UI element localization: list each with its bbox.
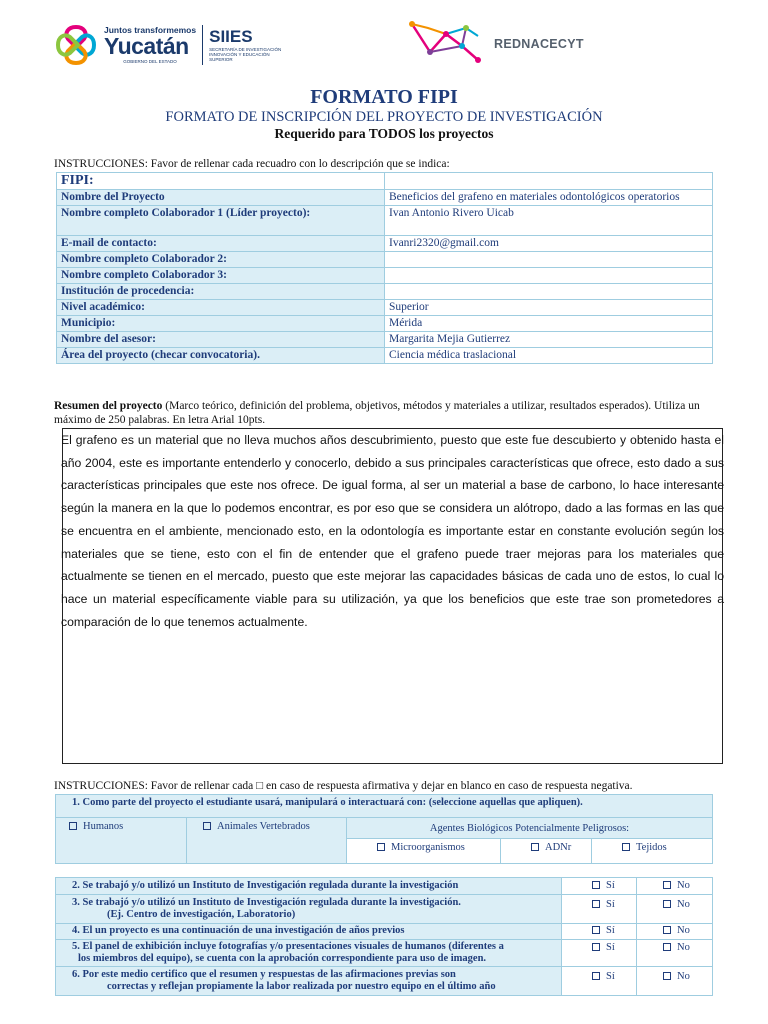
field-label: Nombre del asesor: bbox=[57, 332, 385, 348]
option-adnr[interactable] bbox=[500, 838, 592, 864]
checkbox-icon[interactable] bbox=[592, 881, 600, 889]
answer-si[interactable] bbox=[561, 966, 637, 996]
rednacecyt-name: REDNACECYT bbox=[494, 37, 584, 51]
option-tejidos-label: Tejidos bbox=[636, 842, 667, 853]
answer-no[interactable] bbox=[636, 894, 713, 924]
checkbox-icon[interactable] bbox=[69, 822, 77, 830]
field-label: Nombre del Proyecto bbox=[57, 190, 385, 206]
summary-box[interactable] bbox=[62, 428, 723, 764]
answer-si[interactable] bbox=[561, 923, 637, 940]
question-6-text-2: correctas y reflejan propiamente la labor realizada por nuestro equipo en el último año bbox=[107, 981, 496, 992]
table-row bbox=[57, 316, 713, 332]
checkbox-icon[interactable] bbox=[663, 881, 671, 889]
si-label: Sí bbox=[606, 899, 615, 910]
rednacecyt-logo bbox=[406, 16, 584, 66]
instructions-2: INSTRUCCIONES: Favor de rellenar cada □ en caso de respuesta afirmativa y dejar en blanco en caso de respuesta negativa. bbox=[54, 780, 633, 792]
question-1-header bbox=[55, 794, 713, 818]
checkbox-icon[interactable] bbox=[663, 900, 671, 908]
answer-no[interactable] bbox=[636, 966, 713, 996]
no-label: No bbox=[677, 925, 690, 936]
question-2-text: 2. Se trabajó y/o utilizó un Instituto de Investigación regulada durante la investigación bbox=[72, 880, 459, 891]
answer-si[interactable] bbox=[561, 939, 637, 967]
option-micro-label: Microorganismos bbox=[391, 842, 465, 853]
question-6-text: 6. Por este medio certifico que el resumen y respuestas de las afirmaciones previas son bbox=[72, 969, 456, 980]
question-5-text-2: los miembros del equipo), se cuenta con la aprobación correspondiente para uso de imagen. bbox=[78, 953, 487, 964]
fipi-heading-blank bbox=[385, 173, 713, 190]
option-humanos-label: Humanos bbox=[83, 821, 124, 832]
question-5 bbox=[55, 939, 562, 967]
siies-name: SIIES bbox=[209, 26, 253, 46]
academic-level-field[interactable]: Superior bbox=[385, 300, 713, 316]
checkbox-icon[interactable] bbox=[592, 943, 600, 951]
no-label: No bbox=[677, 899, 690, 910]
logo-divider bbox=[202, 25, 203, 65]
field-label: Área del proyecto (checar convocatoria). bbox=[57, 348, 385, 364]
fipi-table bbox=[56, 172, 713, 364]
field-label: E-mail de contacto: bbox=[57, 236, 385, 252]
table-row bbox=[57, 206, 713, 236]
answer-no[interactable] bbox=[636, 939, 713, 967]
summary-text[interactable]: El grafeno es un material que no lleva muchos años descubrimiento, puesto que este fue descubierto y obtenido hasta el año 2004, este es importante entenderlo y conocerlo, debido a sus principales características que ofrece, esto dado a sus características principales que este nos ofrece. De igual forma, al ser un material a base de carbono, lo hace interesante según la manera en la que lo podemos encontrar, es por eso que se considera un alótropo, dado a las formas en las que se encuentra en el ambiente, mencionado esto, en la odontología es importante estar en constante evolución según los materiales que se tiene, esto con el fin de entender que el grafeno puede traer mejoras para los materiales que actualmente se tienen en el mercado, puesto que este mejorar las capacidades básicas de cada uno de estos, lo cual lo hace un material específicamente viable para su utilización, ya que los beneficios que este trae son prometedores a comparación de lo que tenemos actualmente. bbox=[61, 433, 724, 629]
question-3-text: 3. Se trabajó y/o utilizó un Instituto de Investigación regulada durante la investigación. bbox=[72, 897, 461, 908]
yucatan-tagline: Juntos transformemos bbox=[104, 25, 197, 35]
table-row bbox=[57, 284, 713, 300]
page-subtitle: FORMATO DE INSCRIPCIÓN DEL PROYECTO DE INVESTIGACIÓN bbox=[165, 109, 603, 125]
project-area-field[interactable]: Ciencia médica traslacional bbox=[385, 348, 713, 364]
advisor-field[interactable]: Margarita Mejia Gutierrez bbox=[385, 332, 713, 348]
collaborator-1-field[interactable]: Ivan Antonio Rivero Uicab bbox=[385, 206, 713, 236]
si-label: Sí bbox=[606, 942, 615, 953]
question-2 bbox=[55, 877, 562, 895]
checkbox-icon[interactable] bbox=[663, 943, 671, 951]
field-label: Municipio: bbox=[57, 316, 385, 332]
option-humanos[interactable] bbox=[55, 817, 187, 864]
answer-si[interactable] bbox=[561, 894, 637, 924]
si-label: Sí bbox=[606, 971, 615, 982]
table-row bbox=[57, 236, 713, 252]
rednacecyt-network-icon bbox=[406, 16, 486, 66]
question-3 bbox=[55, 894, 562, 924]
summary-label bbox=[54, 399, 714, 427]
table-row bbox=[57, 300, 713, 316]
no-label: No bbox=[677, 971, 690, 982]
checkbox-icon[interactable] bbox=[203, 822, 211, 830]
no-label: No bbox=[677, 880, 690, 891]
table-row bbox=[57, 268, 713, 284]
page-title: FORMATO FIPI bbox=[310, 86, 458, 108]
checkbox-icon[interactable] bbox=[663, 972, 671, 980]
collaborator-2-field[interactable] bbox=[385, 252, 713, 268]
municipality-field[interactable]: Mérida bbox=[385, 316, 713, 332]
option-tejidos[interactable] bbox=[591, 838, 713, 864]
option-microorganismos[interactable] bbox=[346, 838, 501, 864]
checkbox-icon[interactable] bbox=[592, 900, 600, 908]
table-row bbox=[57, 348, 713, 364]
field-label: Institución de procedencia: bbox=[57, 284, 385, 300]
answer-si[interactable] bbox=[561, 877, 637, 895]
answer-no[interactable] bbox=[636, 877, 713, 895]
option-animales[interactable] bbox=[186, 817, 347, 864]
checkbox-icon[interactable] bbox=[377, 843, 385, 851]
checkbox-icon[interactable] bbox=[663, 926, 671, 934]
required-note: Requerido para TODOS los proyectos bbox=[274, 126, 494, 141]
instructions-1: INSTRUCCIONES: Favor de rellenar cada recuadro con lo descripción que se indica: bbox=[54, 158, 450, 170]
question-6 bbox=[55, 966, 562, 996]
collaborator-3-field[interactable] bbox=[385, 268, 713, 284]
yucatan-name: Yucatán bbox=[104, 32, 189, 59]
si-label: Sí bbox=[606, 880, 615, 891]
si-label: Sí bbox=[606, 925, 615, 936]
question-3-text-2: (Ej. Centro de investigación, Laboratorio) bbox=[107, 909, 296, 920]
yucatan-siies-logo bbox=[54, 20, 299, 70]
yucatan-gov: GOBIERNO DEL ESTADO bbox=[123, 58, 177, 64]
table-row bbox=[57, 252, 713, 268]
email-field[interactable]: Ivanri2320@gmail.com bbox=[385, 236, 713, 252]
question-5-text: 5. El panel de exhibición incluye fotografías y/o presentaciones visuales de humanos (diferentes a bbox=[72, 941, 504, 952]
fipi-heading: FIPI: bbox=[57, 173, 385, 190]
checkbox-icon[interactable] bbox=[592, 926, 600, 934]
table-row bbox=[57, 332, 713, 348]
summary-label-bold: Resumen del proyecto bbox=[54, 400, 163, 412]
field-label: Nombre completo Colaborador 2: bbox=[57, 252, 385, 268]
yucatan-knot-icon bbox=[54, 23, 98, 67]
checkbox-icon[interactable] bbox=[622, 843, 630, 851]
field-label: Nombre completo Colaborador 3: bbox=[57, 268, 385, 284]
question-1-text: 1. Como parte del proyecto el estudiante usará, manipulará o interactuará con: (seleccione aquellas que apliquen). bbox=[72, 797, 583, 808]
checkbox-icon[interactable] bbox=[531, 843, 539, 851]
no-label: No bbox=[677, 942, 690, 953]
option-adn-label: ADNr bbox=[545, 842, 572, 853]
question-4-text: 4. El un proyecto es una continuación de una investigación de años previos bbox=[72, 925, 405, 936]
answer-no[interactable] bbox=[636, 923, 713, 940]
project-name-field[interactable]: Beneficios del grafeno en materiales odontológicos operatorios bbox=[385, 190, 713, 206]
checkbox-icon[interactable] bbox=[592, 972, 600, 980]
agents-header-label: Agentes Biológicos Potencialmente Peligrosos: bbox=[429, 822, 630, 834]
table-row bbox=[57, 190, 713, 206]
option-animales-label: Animales Vertebrados bbox=[217, 821, 310, 832]
question-4 bbox=[55, 923, 562, 940]
field-label: Nivel académico: bbox=[57, 300, 385, 316]
siies-desc: SECRETARÍA DE INVESTIGACIÓN INNOVACIÓN Y EDUCACIÓN SUPERIOR bbox=[209, 46, 282, 63]
summary-label-rest: (Marco teórico, definición del problema, objetivos, métodos y materiales a utilizar, resultados esperados). Utiliza un máximo de 250 palabras. En letra Arial 10pts. bbox=[54, 400, 700, 426]
institution-field[interactable] bbox=[385, 284, 713, 300]
agents-header bbox=[346, 817, 713, 839]
field-label: Nombre completo Colaborador 1 (Líder proyecto): bbox=[57, 206, 385, 236]
